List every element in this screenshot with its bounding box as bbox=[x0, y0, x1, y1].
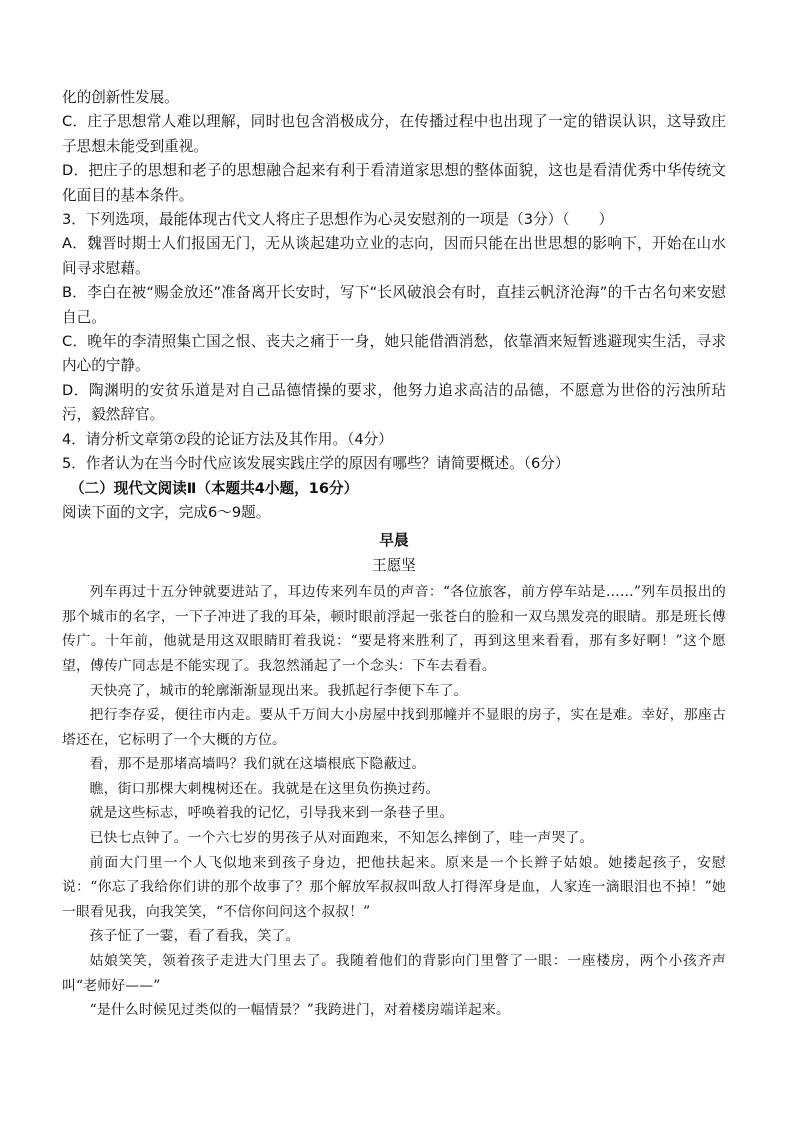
story-body bbox=[62, 580, 726, 1023]
section-title: （二）现代文阅读Ⅱ（本题共4小题，16分） bbox=[70, 479, 359, 497]
story-paragraph: 天快亮了，城市的轮廓渐渐显现出来。我抓起行李便下车了。 bbox=[89, 682, 468, 699]
question-3-option-a: A．魏晋时期士人们报国无门，无从谈起建功立业的志向，因而只能在出世思想的影响下，开始在山水间寻求慰藉。 bbox=[62, 235, 726, 277]
question-option-c: C．庄子思想常人难以理解，同时也包含消极成分，在传播过程中也出现了一定的错误认识，这导致庄子思想未能受到重视。 bbox=[62, 113, 726, 155]
question-3-option-d: D．陶渊明的安贫乐道是对自己品德情操的要求，他努力追求高洁的品德，不愿意为世俗的污浊所玷污，毅然辞官。 bbox=[62, 381, 726, 424]
story-paragraph: 姑娘笑笑，领着孩子走进大门里去了。我随着他们的背影向门里瞥了一眼：一座楼房，两个小孩齐声叫“老师好——” bbox=[62, 953, 726, 994]
story-paragraph: 把行李存妥，便往市内走。要从千万间大小房屋中找到那幢并不显眼的房子，实在是难。幸好，那座古塔还在，它标明了一个大概的方位。 bbox=[62, 707, 726, 748]
question-5: 5．作者认为在当今时代应该发展实践庄学的原因有哪些？请简要概述。（6分） bbox=[62, 455, 570, 473]
question-block bbox=[62, 86, 726, 477]
question-4: 4．请分析文章第⑦段的论证方法及其作用。（4分） bbox=[62, 430, 393, 448]
story-paragraph: “是什么时候见过类似的一幅情景？”我跨进门，对着楼房端详起来。 bbox=[89, 1002, 511, 1019]
story-paragraph: 已快七点钟了。一个六七岁的男孩子从对面跑来，不知怎么摔倒了，哇一声哭了。 bbox=[89, 830, 594, 847]
question-line: 化的创新性发展。 bbox=[62, 89, 179, 106]
story-paragraph: 列车再过十五分钟就要进站了，耳边传来列车员的声音：“各位旅客，前方停车站是……”列车员报出的那个城市的名字，一下子冲进了我的耳朵，顿时眼前浮起一张苍白的脸和一双乌黑发亮的眼睛。那是班长傅传广。十年前，他就是用这双眼睛盯着我说：“要是将来胜利了，再到这里来看看，那有多好啊！”这个愿望，傅传广同志是不能实现了。我忽然涌起了一个念头：下车去看看。 bbox=[62, 584, 726, 674]
question-3-option-c: C．晚年的李清照集亡国之恨、丧夫之痛于一身，她只能借酒消愁，依靠酒来短暂逃避现实生活，寻求内心的宁静。 bbox=[62, 333, 726, 375]
story-paragraph: 看，那不是那堵高墙吗？我们就在这墙根底下隐蔽过。 bbox=[89, 756, 426, 773]
story-paragraph: 前面大门里一个人飞似地来到孩子身边，把他扶起来。原来是一个长辫子姑娘。她搂起孩子，安慰说：“你忘了我给你们讲的那个故事了？那个解放军叔叔叫敌人打得浑身是血，人家连一滴眼泪也不掉！”她一眼看见我，向我笑笑，“不信你问问这个叔叔！” bbox=[62, 854, 726, 920]
section-instruction: 阅读下面的文字，完成6～9题。 bbox=[62, 503, 271, 521]
story-paragraph: 孩子怔了一霎，看了看我，笑了。 bbox=[89, 928, 300, 945]
question-3-option-b: B．李白在被“赐金放还”准备离开长安时，写下“长风破浪会有时，直挂云帆济沧海”的千古名句来安慰自己。 bbox=[62, 284, 726, 326]
story-paragraph: 瞧，街口那棵大刺槐树还在。我就是在这里负伤换过药。 bbox=[89, 780, 440, 797]
story-author: 王愿坚 bbox=[372, 556, 416, 574]
story-title: 早晨 bbox=[379, 532, 409, 550]
question-3-stem: 3．下列选项，最能体现古代文人将庄子思想作为心灵安慰剂的一项是（3分）（ ） bbox=[62, 211, 614, 229]
question-option-d: D．把庄子的思想和老子的思想融合起来有利于看清道家思想的整体面貌，这也是看清优秀中华传统文化面目的基本条件。 bbox=[62, 162, 726, 204]
story-paragraph: 就是这些标志，呼唤着我的记忆，引导我来到一条巷子里。 bbox=[89, 805, 454, 822]
